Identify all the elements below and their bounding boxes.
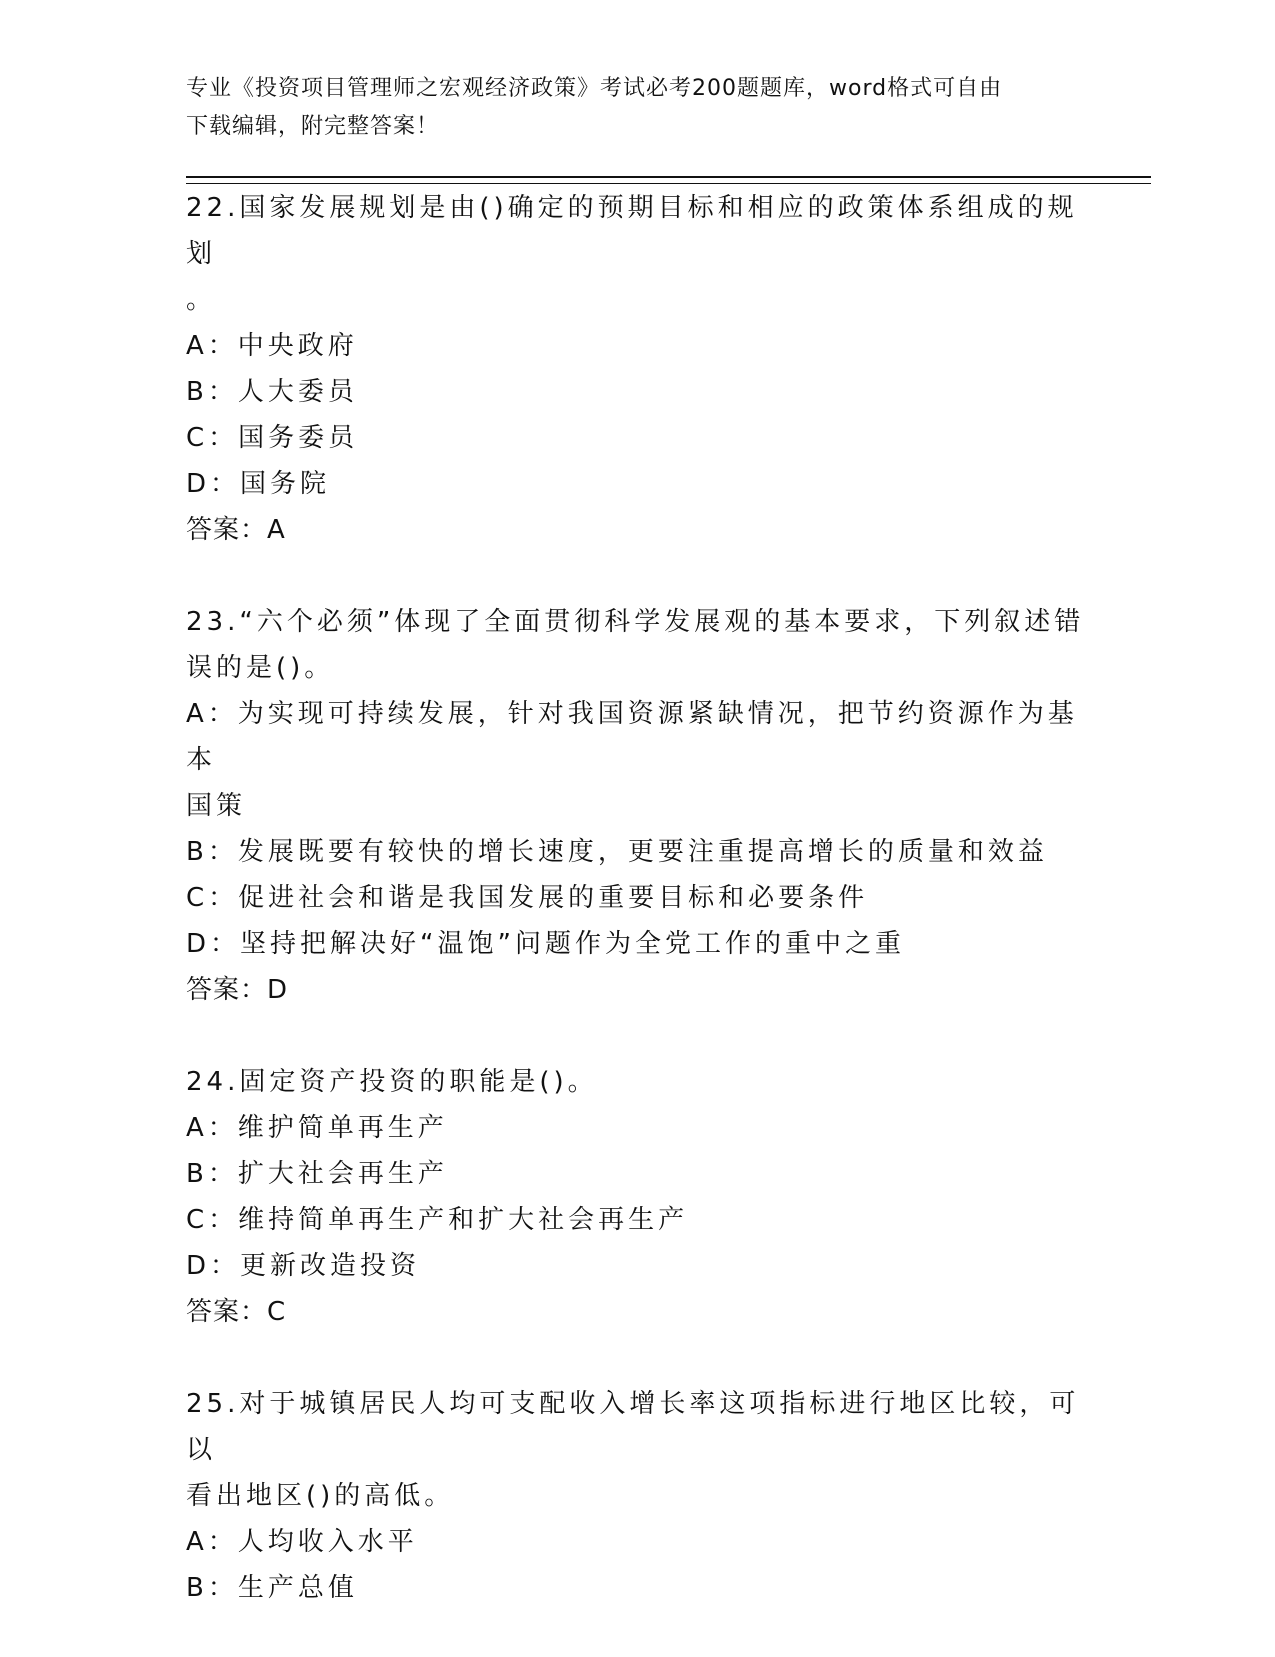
option-a: A：中央政府	[186, 331, 358, 361]
document-header	[186, 70, 1086, 146]
option-a: A：人均收入水平	[186, 1527, 418, 1557]
option-b: B：人大委员	[186, 377, 358, 407]
question-24	[186, 1059, 1086, 1335]
option-c: C：促进社会和谐是我国发展的重要目标和必要条件	[186, 883, 869, 913]
option-c: C：维持简单再生产和扩大社会再生产	[186, 1205, 689, 1235]
option-a-continued: 国策	[186, 791, 247, 821]
header-line-1: 专业《投资项目管理师之宏观经济政策》考试必考200题题库，word格式可自由	[186, 76, 1003, 101]
header-divider	[186, 176, 1151, 184]
question-25	[186, 1381, 1086, 1611]
question-text: 23.“六个必须”体现了全面贯彻科学发展观的基本要求，下列叙述错	[186, 607, 1085, 637]
question-text: 22.国家发展规划是由()确定的预期目标和相应的政策体系组成的规划	[186, 193, 1078, 269]
question-text: 25.对于城镇居民人均可支配收入增长率这项指标进行地区比较，可以	[186, 1389, 1080, 1465]
question-22	[186, 185, 1086, 553]
answer-line: 答案：D	[186, 975, 289, 1005]
option-c: C：国务委员	[186, 423, 359, 453]
question-text: 看出地区()的高低。	[186, 1481, 455, 1511]
option-b: B：发展既要有较快的增长速度，更要注重提高增长的质量和效益	[186, 837, 1048, 867]
option-d: D：国务院	[186, 469, 331, 499]
question-text: 24.固定资产投资的职能是()。	[186, 1067, 598, 1097]
answer-line: 答案：C	[186, 1297, 287, 1327]
option-d: D：坚持把解决好“温饱”问题作为全党工作的重中之重	[186, 929, 905, 959]
option-b: B：扩大社会再生产	[186, 1159, 448, 1189]
header-line-2: 下载编辑，附完整答案！	[186, 114, 440, 139]
option-a: A：为实现可持续发展，针对我国资源紧缺情况，把节约资源作为基本	[186, 699, 1078, 775]
option-d: D：更新改造投资	[186, 1251, 421, 1281]
answer-line: 答案：A	[186, 515, 286, 545]
option-a: A：维护简单再生产	[186, 1113, 448, 1143]
question-23	[186, 599, 1086, 1013]
question-text: 误的是()。	[186, 653, 335, 683]
question-list	[186, 185, 1086, 1657]
question-text: 。	[186, 285, 217, 315]
option-b: B：生产总值	[186, 1573, 358, 1603]
